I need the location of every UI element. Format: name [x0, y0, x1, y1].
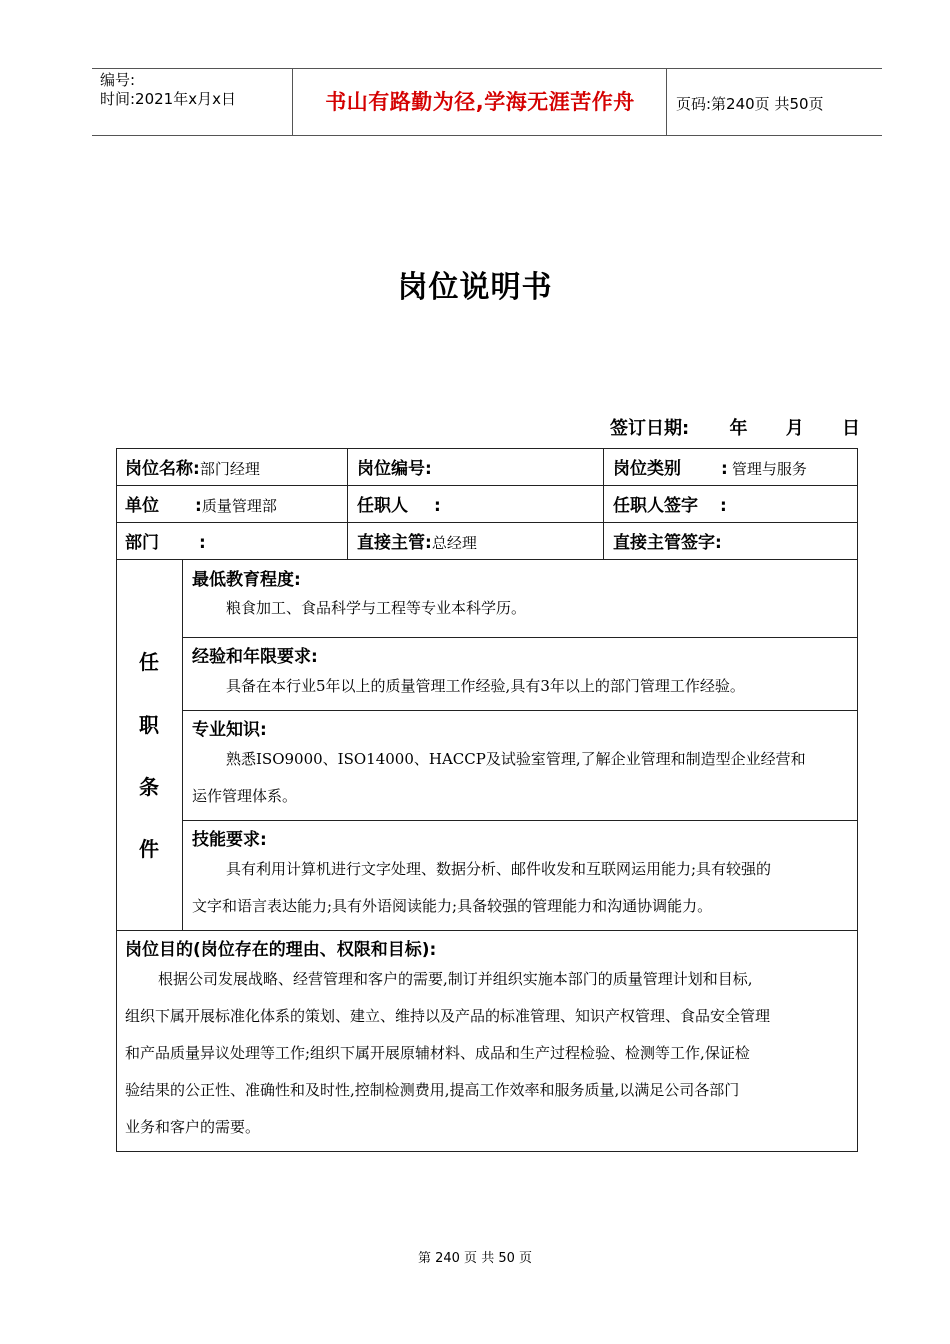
education-heading: 最低教育程度:	[192, 570, 301, 590]
page-footer: 第 240 页 共 50 页	[417, 1251, 533, 1266]
sign-date-label: 签订日期:	[610, 418, 690, 439]
purpose-line: 组织下属开展标准化体系的策划、建立、维持以及产品的标准管理、知识产权管理、食品安全管理	[125, 1007, 771, 1025]
purpose-line: 和产品质量异议处理等工作;组织下属开展原辅材料、成品和生产过程检验、检测等工作,保证检	[125, 1044, 750, 1062]
supervisor-label: 直接主管:	[357, 533, 432, 553]
sign-month: 月	[785, 418, 804, 439]
table-rule	[116, 485, 858, 486]
qualifications-vertical-char: 件	[139, 837, 159, 861]
education-line: 粮食加工、食品科学与工程等专业本科学历。	[226, 599, 527, 617]
table-rule	[182, 820, 858, 821]
incumbent-signature-colon: :	[720, 496, 727, 516]
field-incumbent-signature	[613, 491, 727, 516]
field-post-category	[613, 454, 807, 479]
post-category-value: 管理与服务	[731, 460, 807, 478]
field-post-name	[125, 454, 260, 479]
field-department	[125, 528, 206, 553]
purpose-line: 验结果的公正性、准确性和及时性,控制检测费用,提高工作效率和服务质量,以满足公司各部门	[125, 1081, 740, 1099]
unit-colon: :	[195, 496, 202, 516]
purpose-line: 业务和客户的需要。	[125, 1118, 261, 1136]
header-top-rule	[92, 68, 882, 69]
supervisor-signature-label: 直接主管签字:	[613, 533, 722, 553]
header-page-info: 页码:第240页 共50页	[676, 95, 824, 113]
header-divider	[292, 68, 293, 136]
post-category-label: 岗位类别	[613, 459, 681, 479]
field-supervisor-signature	[613, 528, 722, 553]
purpose-heading: 岗位目的(岗位存在的理由、权限和目标):	[125, 940, 437, 960]
post-category-colon: :	[721, 459, 728, 479]
table-rule	[116, 930, 858, 931]
knowledge-line: 熟悉ISO9000、ISO14000、HACCP及试验室管理,了解企业管理和制造型企业经营和	[226, 750, 806, 768]
unit-value: 质量管理部	[201, 497, 277, 515]
field-unit	[125, 491, 277, 516]
page-title: 岗位说明书	[397, 270, 553, 305]
knowledge-line: 运作管理体系。	[192, 787, 298, 805]
qualifications-vertical-char: 任	[139, 650, 159, 674]
table-rule	[116, 559, 858, 560]
table-rule	[116, 1151, 858, 1152]
table-rule	[116, 448, 117, 1152]
doc-number-label: 编号:	[100, 71, 136, 89]
field-incumbent	[357, 491, 441, 516]
knowledge-heading: 专业知识:	[192, 720, 267, 740]
sign-day: 日	[842, 418, 861, 439]
skills-line: 具有利用计算机进行文字处理、数据分析、邮件收发和互联网运用能力;具有较强的	[226, 860, 772, 878]
department-colon: :	[199, 533, 206, 553]
table-rule	[603, 448, 604, 559]
incumbent-colon: :	[434, 496, 441, 516]
incumbent-signature-label: 任职人签字	[613, 496, 698, 516]
skills-heading: 技能要求:	[192, 830, 267, 850]
unit-label: 单位	[125, 496, 159, 516]
header-motto: 书山有路勤为径,学海无涯苦作舟	[325, 90, 635, 114]
table-rule	[116, 522, 858, 523]
qualifications-vertical-char: 条	[139, 775, 159, 799]
header-meta	[100, 71, 236, 109]
sign-date	[610, 414, 860, 440]
table-rule	[182, 559, 183, 930]
post-name-value: 部门经理	[199, 460, 260, 478]
field-supervisor	[357, 528, 477, 553]
incumbent-label: 任职人	[357, 496, 408, 516]
skills-line: 文字和语言表达能力;具有外语阅读能力;具备较强的管理能力和沟通协调能力。	[192, 897, 713, 915]
experience-line: 具备在本行业5年以上的质量管理工作经验,具有3年以上的部门管理工作经验。	[226, 677, 745, 695]
post-name-label: 岗位名称:	[125, 459, 200, 479]
header-bottom-rule	[92, 135, 882, 136]
field-post-number	[357, 454, 432, 479]
experience-heading: 经验和年限要求:	[192, 647, 318, 667]
header-divider	[666, 68, 667, 136]
department-label: 部门	[125, 533, 159, 553]
purpose-line: 根据公司发展战略、经营管理和客户的需要,制订并组织实施本部门的质量管理计划和目标,	[158, 970, 753, 988]
table-rule	[182, 637, 858, 638]
table-rule	[857, 448, 858, 1152]
table-rule	[116, 448, 858, 449]
sign-year: 年	[729, 418, 748, 439]
qualifications-vertical-char: 职	[139, 713, 159, 737]
post-number-label: 岗位编号:	[357, 459, 432, 479]
doc-time-label: 时间:2021年x月x日	[100, 90, 236, 108]
supervisor-value: 总经理	[431, 534, 477, 552]
table-rule	[347, 448, 348, 559]
table-rule	[182, 710, 858, 711]
